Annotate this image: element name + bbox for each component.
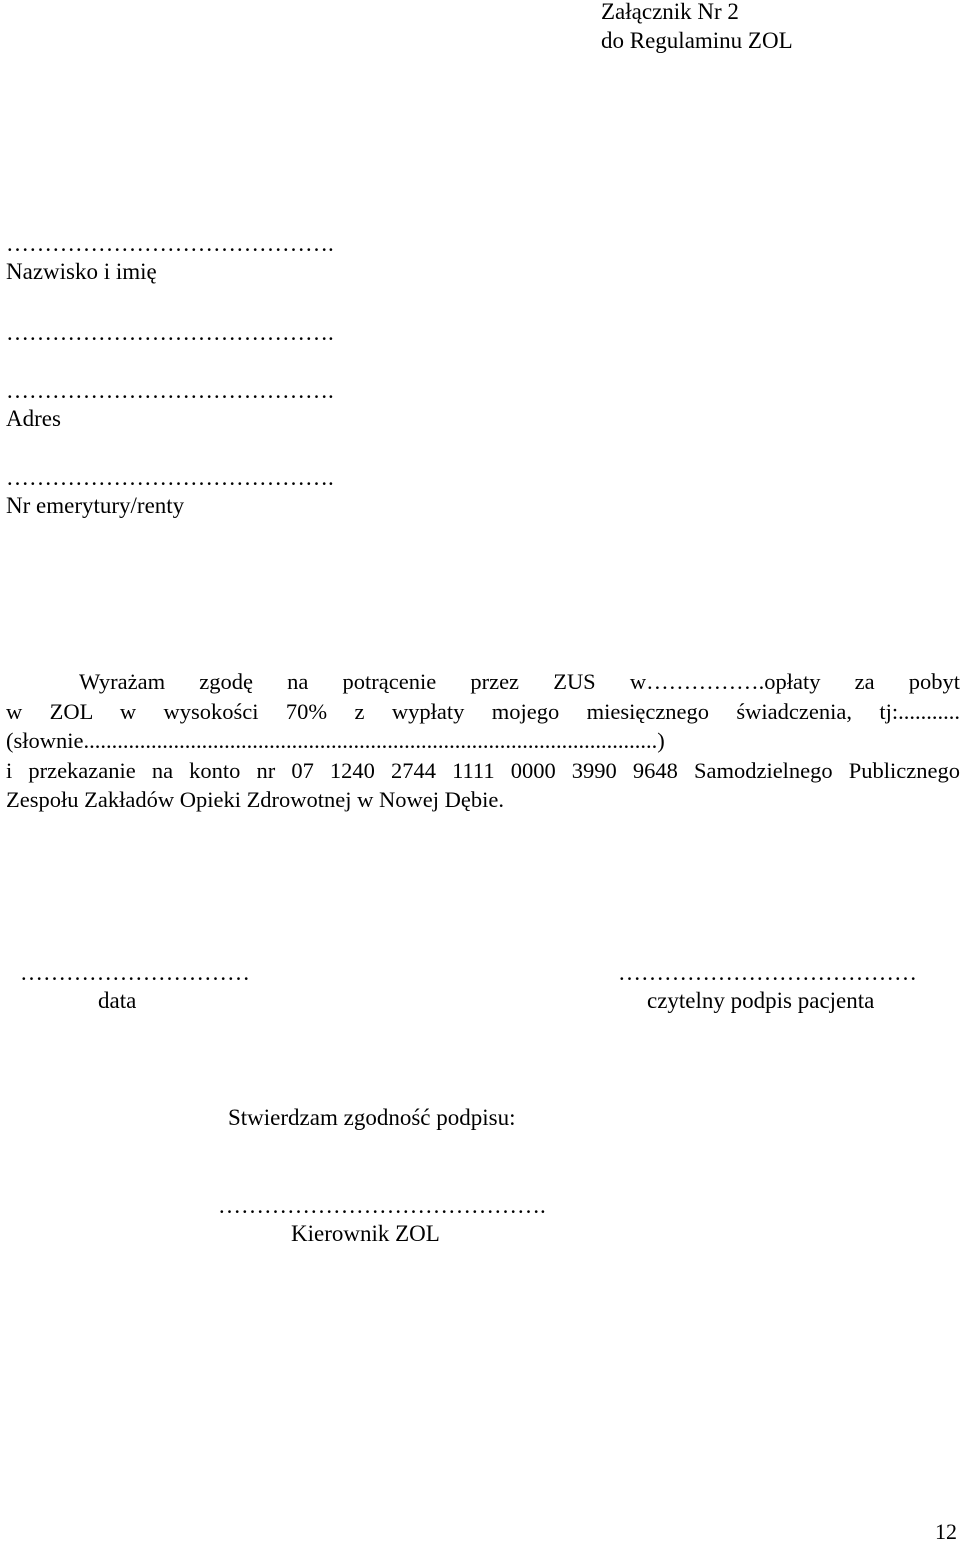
patient-signature-fill-line: ………………………………… <box>618 960 917 985</box>
consent-line: i przekazanie na konto nr 07 1240 2744 1111 0000 3990 9648 Samodzielnego Publicznego <box>6 757 960 783</box>
consent-line: Zespołu Zakładów Opieki Zdrowotnej w Nowej Dębie. <box>6 787 504 812</box>
page-number: 12 <box>935 1519 957 1544</box>
attachment-reference: do Regulaminu ZOL <box>601 28 793 53</box>
name-fill-line: ……………………………………. <box>6 231 334 256</box>
consent-line: Wyrażam zgodę na potrącenie przez ZUS w…………….opłaty za pobyt <box>79 669 960 694</box>
manager-signature-label: Kierownik ZOL <box>291 1221 440 1246</box>
pension-number-field-label: Nr emerytury/renty <box>6 493 185 518</box>
pension-number-fill-line: ……………………………………. <box>6 465 334 490</box>
date-fill-line: ………………………… <box>20 960 250 985</box>
signature-confirmation-label: Stwierdzam zgodność podpisu: <box>228 1105 516 1130</box>
address-fill-line-2: ……………………………………. <box>6 378 334 403</box>
attachment-number: Załącznik Nr 2 <box>601 0 739 24</box>
manager-signature-fill-line: ……………………………………. <box>218 1193 546 1218</box>
name-field-label: Nazwisko i imię <box>6 259 157 284</box>
date-label: data <box>98 988 137 1013</box>
address-field-label: Adres <box>6 406 61 431</box>
patient-signature-label: czytelny podpis pacjenta <box>647 988 875 1013</box>
consent-line: w ZOL w wysokości 70% z wypłaty mojego miesięcznego świadczenia, tj:........... <box>6 698 960 724</box>
consent-line: (słownie......................................................................................................) <box>6 728 665 753</box>
address-fill-line-1: ……………………………………. <box>6 320 334 345</box>
consent-statement <box>6 667 960 815</box>
